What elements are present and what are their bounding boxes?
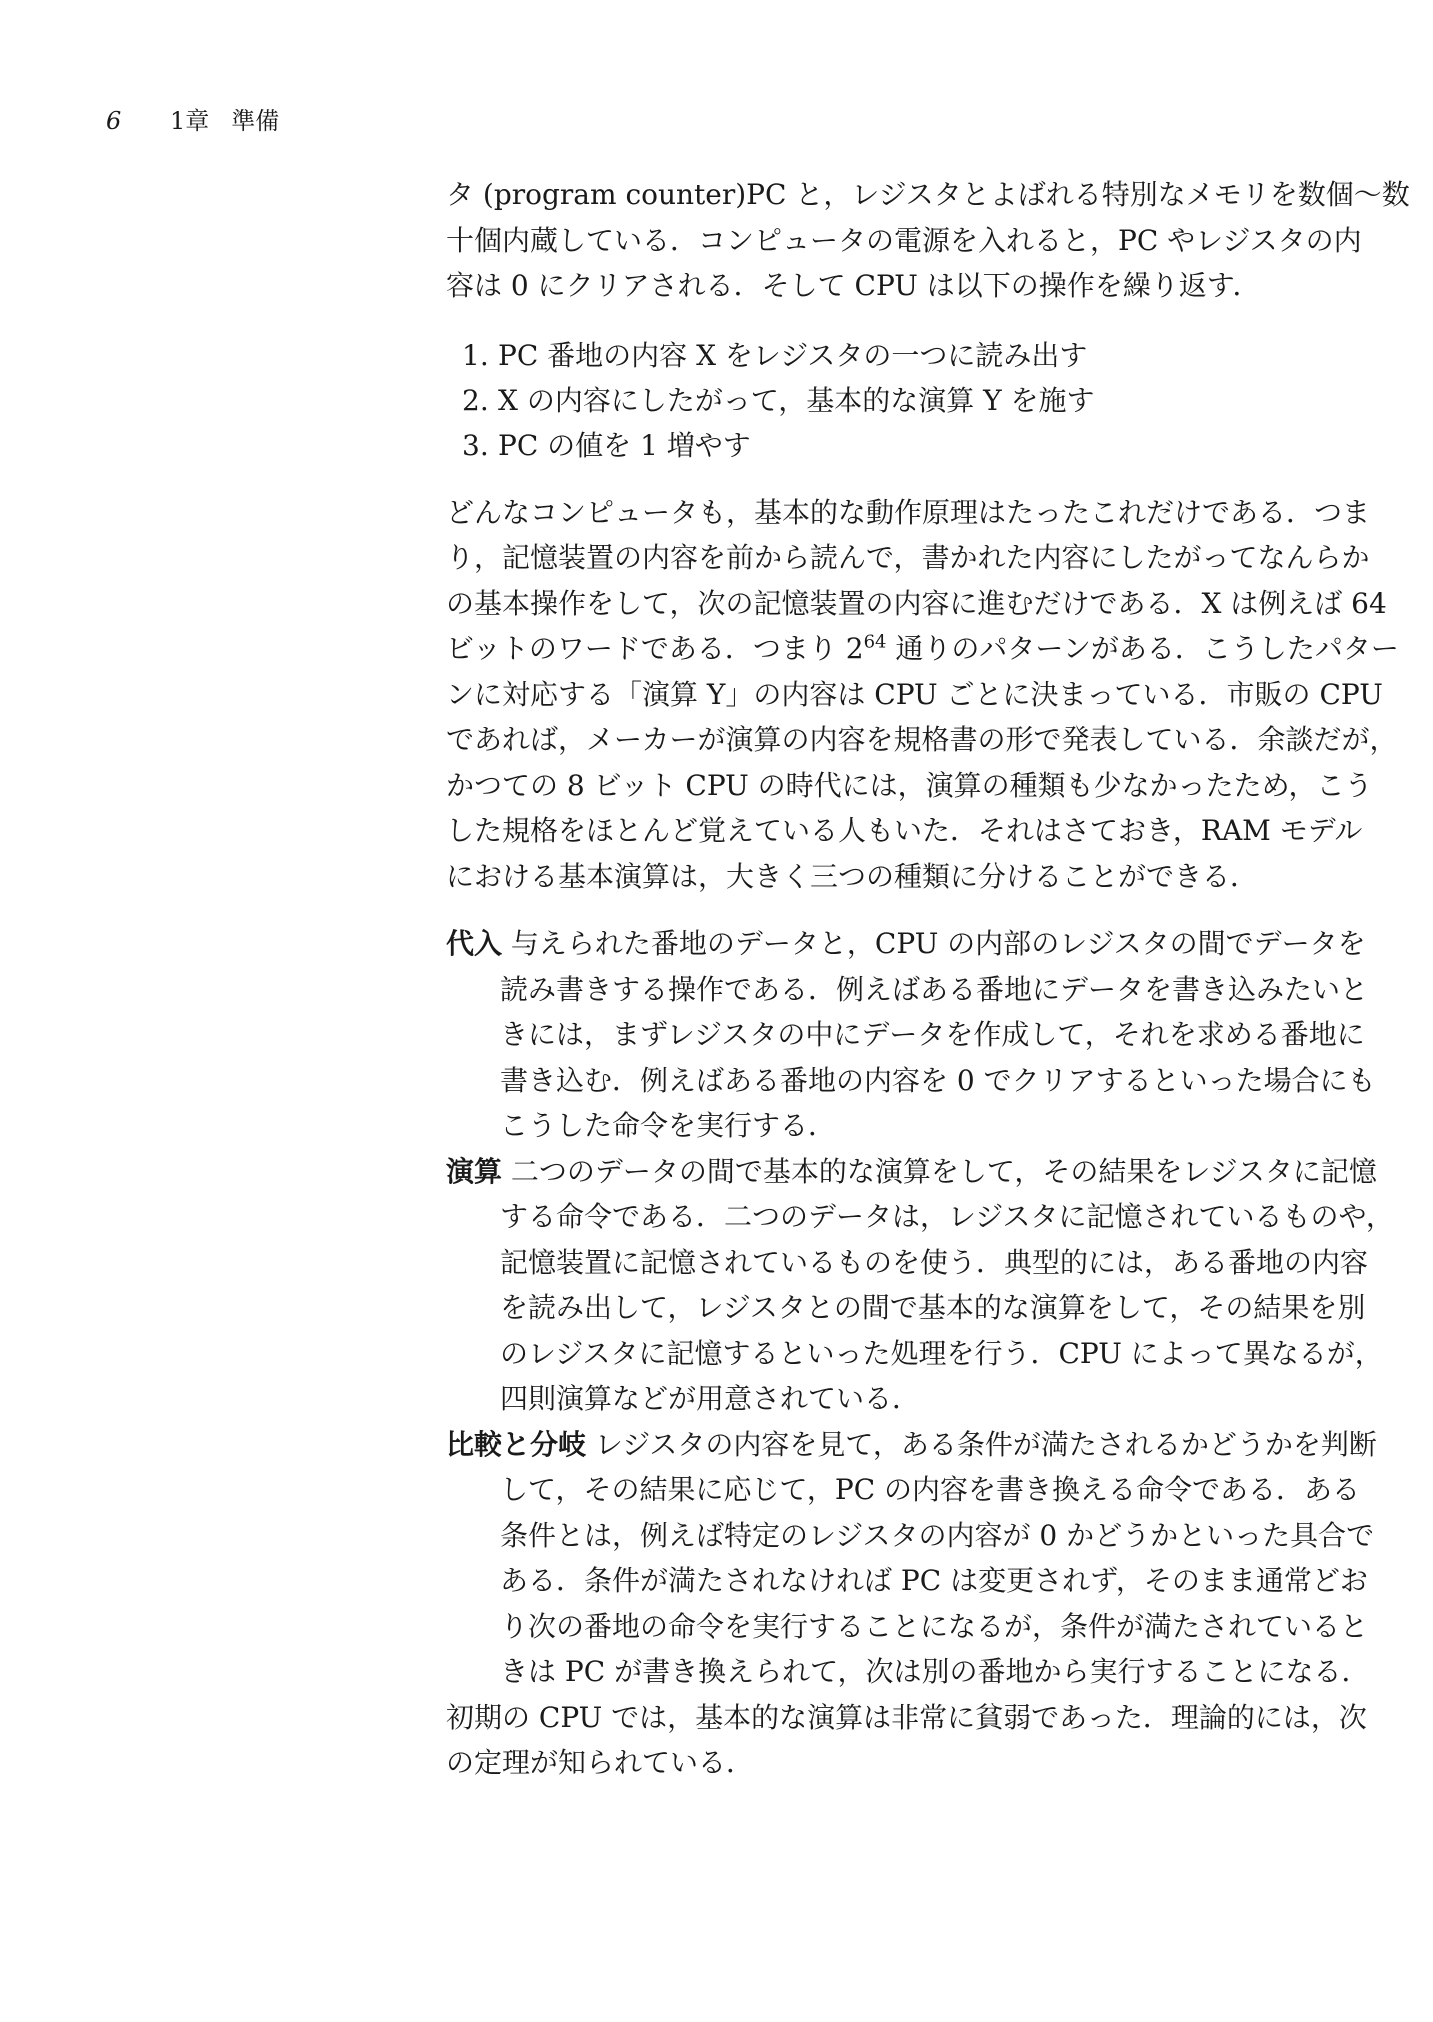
text-line: どんなコンピュータも，基本的な動作原理はたったこれだけである．つま — [446, 495, 1371, 529]
text-line: きは PC が書き換えられて，次は別の番地から実行することになる． — [500, 1655, 1370, 1688]
chapter-number: 1章 — [170, 107, 210, 135]
list-item — [446, 333, 1330, 378]
text-line: した規格をほとんど覚えている人もいた．それはさておき，RAM モデル — [446, 814, 1363, 847]
text-line: して，その結果に応じて，PC の内容を書き換える命令である．ある — [500, 1473, 1361, 1506]
chapter-title: 準備 — [231, 107, 280, 135]
text-line: タ (program counter)PC と，レジスタとよばれる特別なメモリを数個〜数 — [446, 178, 1410, 211]
text-line: ンに対応する「演算 Y」の内容は CPU ごとに決まっている．市販の CPU — [446, 677, 1383, 711]
text-line: り，記憶装置の内容を前から読んで，書かれた内容にしたがってなんらか — [446, 541, 1370, 574]
text-line — [446, 626, 1399, 672]
item-text: PC の値を 1 増やす — [498, 428, 751, 462]
closing-paragraph — [446, 1695, 1367, 1786]
list-item — [446, 423, 1330, 468]
definition-item-compare-branch — [446, 1422, 1377, 1695]
principle-paragraph — [446, 490, 1399, 900]
text-line — [446, 921, 1366, 967]
operation-steps-list — [446, 333, 1330, 468]
text-line: 条件とは，例えば特定のレジスタの内容が 0 かどうかといった具合で — [500, 1518, 1375, 1552]
definition-item-operation — [446, 1149, 1394, 1422]
text-line: 書き込む．例えばある番地の内容を 0 でクリアするといった場合にも — [500, 1063, 1376, 1097]
text-line: 読み書きする操作である．例えばある番地にデータを書き込みたいと — [500, 972, 1369, 1006]
text-line: の基本操作をして，次の記憶装置の内容に進むだけである．X は例えば 64 — [446, 586, 1387, 620]
text-line: の定理が知られている． — [446, 1746, 755, 1779]
text-line: 容は 0 にクリアされる．そして CPU は以下の操作を繰り返す． — [446, 269, 1261, 302]
item-number: 3. — [462, 428, 489, 462]
text-line: における基本演算は，大きく三つの種類に分けることができる． — [446, 859, 1259, 893]
list-item — [446, 378, 1330, 423]
text-line: こうした命令を実行する． — [500, 1109, 837, 1142]
page-body — [446, 172, 1410, 1786]
text-line: のレジスタに記憶するといった処理を行う．CPU によって異なるが， — [500, 1336, 1383, 1370]
text-line — [446, 1149, 1377, 1195]
item-number: 2. — [462, 383, 489, 417]
definition-term: 演算 — [446, 1154, 503, 1188]
text-line: り次の番地の命令を実行することになるが，条件が満たされていると — [500, 1609, 1369, 1643]
definition-term: 代入 — [446, 927, 503, 960]
text-line: かつての 8 ビット CPU の時代には，演算の種類も少なかったため，こう — [446, 768, 1373, 802]
superscript-exponent: 64 — [863, 631, 887, 653]
text-line — [446, 1422, 1377, 1468]
running-header — [106, 104, 279, 138]
definition-list — [446, 921, 1394, 1695]
item-number: 1. — [462, 338, 489, 372]
text-line: を読み出して，レジスタとの間で基本的な演算をして，その結果を別 — [500, 1291, 1366, 1324]
intro-paragraph — [446, 172, 1410, 309]
text-line: 記憶装置に記憶されているものを使う．典型的には，ある番地の内容 — [500, 1245, 1369, 1279]
item-text: X の内容にしたがって，基本的な演算 Y を施す — [498, 383, 1095, 417]
definition-term: 比較と分岐 — [446, 1427, 587, 1461]
text-line: きには，まずレジスタの中にデータを作成して，それを求める番地に — [500, 1018, 1365, 1051]
text-line: であれば，メーカーが演算の内容を規格書の形で発表している．余談だが， — [446, 723, 1398, 756]
text-line: 十個内蔵している．コンピュータの電源を入れると，PC やレジスタの内 — [446, 223, 1362, 257]
text-line: 初期の CPU では，基本的な演算は非常に貧弱であった．理論的には，次 — [446, 1700, 1367, 1734]
page-number: 6 — [106, 107, 122, 135]
text-fragment: 与えられた番地のデータと，CPU の内部のレジスタの間でデータを — [502, 927, 1366, 960]
item-text: PC 番地の内容 X をレジスタの一つに読み出す — [498, 338, 1088, 372]
text-line: 四則演算などが用意されている． — [500, 1382, 921, 1415]
text-fragment: 通りのパターンがある．こうしたパター — [886, 632, 1399, 665]
text-fragment: レジスタの内容を見て，ある条件が満たされるかどうかを判断 — [586, 1427, 1377, 1461]
text-fragment: 二つのデータの間で基本的な演算をして，その結果をレジスタに記憶 — [502, 1154, 1377, 1188]
text-line: する命令である．二つのデータは，レジスタに記憶されているものや， — [500, 1200, 1394, 1233]
definition-item-assignment — [446, 921, 1376, 1149]
text-line: ある．条件が満たされなければ PC は変更されず，そのまま通常どお — [500, 1564, 1368, 1597]
text-fragment: ビットのワードである．つまり 2 — [446, 632, 864, 665]
